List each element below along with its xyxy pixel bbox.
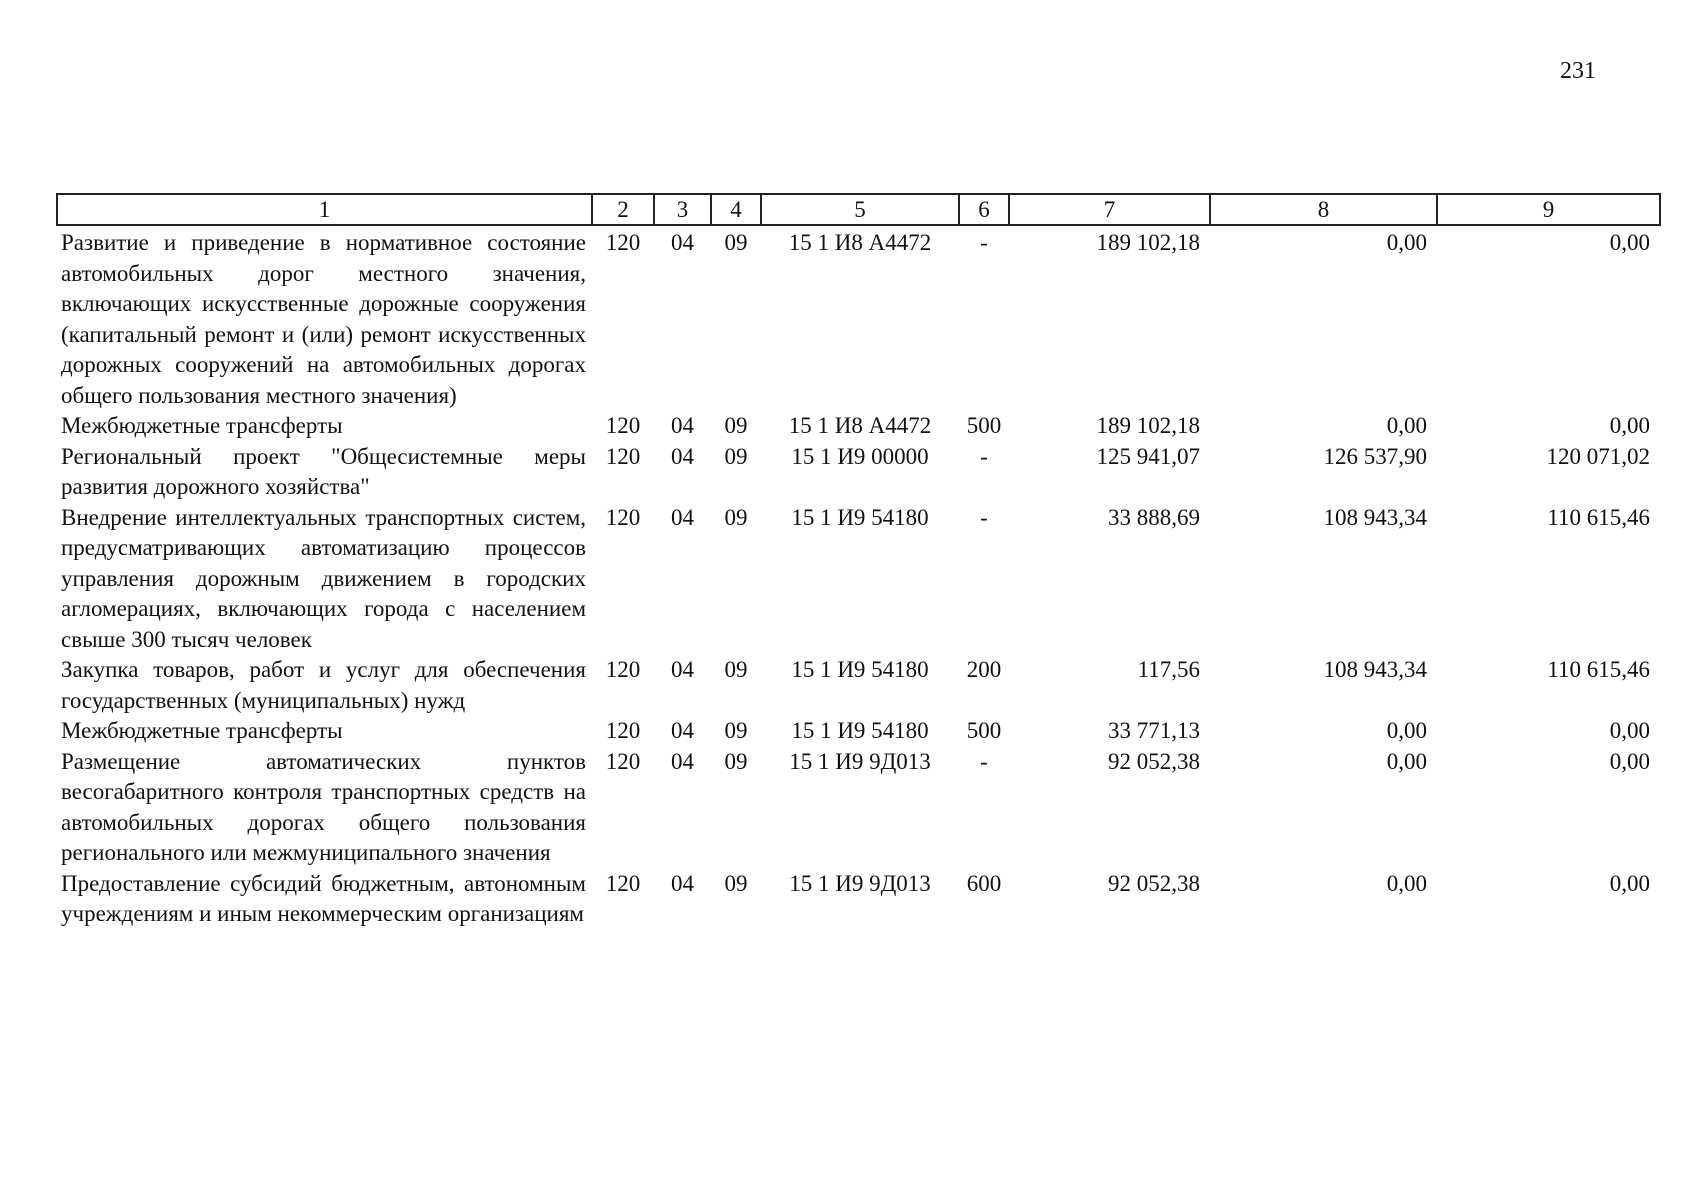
row-name: Размещение автоматических пунктов весогабаритного контроля транспортных средств на автомобильных дорогах общего пользования регионального или межмуниципального значения	[61, 748, 586, 865]
cell-col7: 189 102,18	[1096, 413, 1200, 438]
cell-col8: 126 537,90	[1323, 443, 1427, 469]
cell-col7: 92 052,38	[1108, 870, 1200, 896]
cell-col8: 108 943,34	[1323, 504, 1427, 530]
cell-col3: 04	[671, 870, 694, 896]
cell-col2: 120	[605, 443, 641, 469]
cell-col9: 0,00	[1609, 413, 1650, 438]
table-row	[57, 503, 1660, 656]
row-name: Развитие и приведение в нормативное состояние автомобильных дорог местного значения, включающих искусственные дорожные сооружения (капитальный ремонт и (или) ремонт искусственных дорожных сооружений на автомобильных дорогах общего пользования местного значения)	[61, 230, 586, 408]
cell-col3: 04	[671, 748, 694, 774]
cell-col7: 92 052,38	[1108, 748, 1200, 774]
column-header: 4	[711, 194, 761, 225]
cell-col2: 120	[605, 230, 641, 255]
cell-col3: 04	[671, 718, 694, 743]
cell-col3: 04	[671, 504, 694, 530]
column-header: 6	[959, 194, 1009, 225]
table-row	[57, 869, 1660, 930]
table-row	[57, 716, 1660, 747]
table-row	[57, 225, 1660, 411]
cell-col3: 04	[671, 230, 694, 255]
column-header: 5	[761, 194, 959, 225]
cell-col4: 09	[724, 748, 748, 774]
cell-col9: 0,00	[1609, 718, 1650, 743]
cell-col6: 500	[966, 718, 1002, 743]
cell-col9: 110 615,46	[1547, 657, 1650, 682]
cell-col3: 04	[671, 657, 694, 682]
cell-col2: 120	[605, 870, 641, 896]
cell-col4: 09	[724, 870, 748, 896]
cell-col9: 0,00	[1609, 748, 1650, 774]
cell-col6: -	[980, 748, 988, 774]
column-header: 7	[1009, 194, 1210, 225]
cell-col2: 120	[605, 748, 641, 774]
cell-col6: -	[980, 230, 988, 255]
cell-col4: 09	[724, 504, 748, 530]
cell-col8: 0,00	[1386, 748, 1427, 774]
cell-col6: -	[980, 504, 988, 530]
cell-col5: 15 1 И8 А4472	[788, 230, 932, 255]
cell-col6: 200	[966, 657, 1002, 682]
page-number: 231	[1560, 58, 1596, 84]
cell-col2: 120	[605, 504, 641, 530]
cell-col2: 120	[605, 413, 641, 438]
cell-col9: 0,00	[1609, 870, 1650, 896]
column-header: 3	[654, 194, 711, 225]
cell-col7: 33 888,69	[1108, 504, 1200, 530]
cell-col8: 0,00	[1386, 230, 1427, 255]
header-row	[57, 194, 1660, 225]
cell-col2: 120	[605, 718, 641, 743]
cell-col7: 117,56	[1137, 657, 1200, 682]
column-header: 1	[57, 194, 592, 225]
cell-col6: 500	[966, 413, 1002, 438]
column-header: 8	[1210, 194, 1437, 225]
cell-col7: 33 771,13	[1108, 718, 1200, 743]
budget-table	[56, 193, 1661, 930]
cell-col5: 15 1 И9 9Д013	[789, 870, 931, 896]
cell-col4: 09	[724, 443, 748, 469]
column-header: 2	[592, 194, 654, 225]
row-name: Региональный проект "Общесистемные меры развития дорожного хозяйства"	[61, 443, 586, 499]
row-name: Межбюджетные трансферты	[61, 413, 343, 438]
cell-col9: 0,00	[1609, 230, 1650, 255]
cell-col2: 120	[605, 657, 641, 682]
cell-col3: 04	[671, 413, 694, 438]
cell-col7: 189 102,18	[1096, 230, 1200, 255]
cell-col6: 600	[966, 870, 1002, 896]
cell-col4: 09	[724, 413, 748, 438]
cell-col9: 110 615,46	[1547, 504, 1650, 530]
cell-col5: 15 1 И9 54180	[791, 718, 929, 743]
cell-col4: 09	[724, 718, 748, 743]
cell-col6: -	[980, 443, 988, 469]
row-name: Межбюджетные трансферты	[61, 718, 343, 743]
cell-col8: 0,00	[1386, 413, 1427, 438]
table-row	[57, 442, 1660, 503]
cell-col9: 120 071,02	[1546, 443, 1650, 469]
cell-col4: 09	[724, 230, 748, 255]
cell-col8: 0,00	[1386, 870, 1427, 896]
cell-col4: 09	[724, 657, 748, 682]
cell-col7: 125 941,07	[1096, 443, 1200, 469]
cell-col8: 108 943,34	[1323, 657, 1427, 682]
row-name: Внедрение интеллектуальных транспортных систем, предусматривающих автоматизацию процессов управления дорожным движением в городских агломерациях, включающих города с населением свыше 300 тысяч человек	[61, 504, 586, 652]
cell-col5: 15 1 И9 00000	[791, 443, 929, 469]
row-name: Закупка товаров, работ и услуг для обеспечения государственных (муниципальных) нужд	[61, 657, 586, 713]
cell-col5: 15 1 И9 54180	[791, 657, 929, 682]
table-row	[57, 655, 1660, 716]
cell-col3: 04	[671, 443, 694, 469]
cell-col8: 0,00	[1386, 718, 1427, 743]
column-header: 9	[1437, 194, 1660, 225]
cell-col5: 15 1 И8 А4472	[788, 413, 932, 438]
table-row	[57, 747, 1660, 869]
row-name: Предоставление субсидий бюджетным, автономным учреждениям и иным некоммерческим организациям	[61, 870, 586, 926]
table-row	[57, 411, 1660, 442]
cell-col5: 15 1 И9 9Д013	[789, 748, 931, 774]
cell-col5: 15 1 И9 54180	[791, 504, 929, 530]
